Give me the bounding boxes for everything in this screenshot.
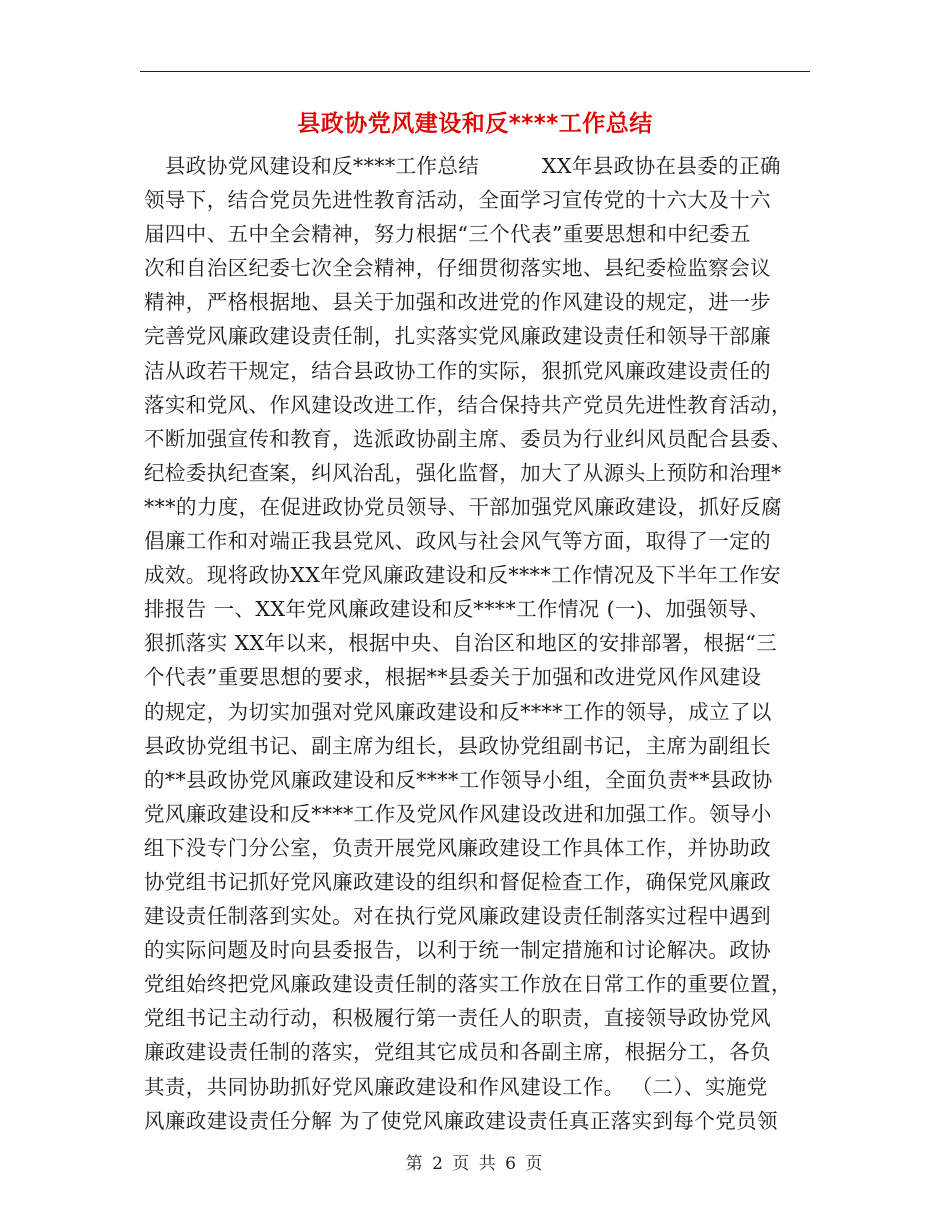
body-text-line: 精神，严格根据地、县关于加强和改进党的作风建设的规定，进一步 xyxy=(144,290,771,315)
body-text-line: 党组书记主动行动，积极履行第一责任人的职责，直接领导政协党风 xyxy=(144,1006,771,1031)
body-text-line: 洁从政若干规定，结合县政协工作的实际，狠抓党风廉政建设责任的 xyxy=(144,358,771,383)
body-text-line: 成效。现将政协XX年党风廉政建设和反****工作情况及下半年工作安 xyxy=(144,563,781,588)
body-text-line: 县政协党风建设和反****工作总结 XX年县政协在县委的正确 xyxy=(144,154,781,178)
body-text-line: 的实际问题及时向县委报告，以利于统一制定措施和讨论解决。政协 xyxy=(144,938,771,963)
body-text-line: 建设责任制落到实处。对在执行党风廉政建设责任制落实过程中遇到 xyxy=(144,904,771,929)
body-text-line: 其责，共同协助抓好党风廉政建设和作风建设工作。 （二）、实施党 xyxy=(144,1074,768,1099)
body-text-line: 县政协党组书记、副主席为组长，县政协党组副书记，主席为副组长 xyxy=(144,733,771,758)
body-text-line: 不断加强宣传和教育，选派政协副主席、委员为行业纠风员配合县委、 xyxy=(144,426,792,451)
body-text-line: 次和自治区纪委七次全会精神，仔细贯彻落实地、县纪委检监察会议 xyxy=(144,256,771,281)
body-text-line: 纪检委执纪查案，纠风治乱，强化监督，加大了从源头上预防和治理* xyxy=(144,460,782,485)
body-text-line: 倡廉工作和对端正我县党风、政风与社会风气等方面，取得了一定的 xyxy=(144,529,771,554)
body-text-line: 廉政建设责任制的落实，党组其它成员和各副主席，根据分工，各负 xyxy=(144,1040,771,1065)
body-text-line: 领导下，结合党员先进性教育活动，全面学习宣传党的十六大及十六 xyxy=(144,188,771,213)
body-text-line: 的**县政协党风廉政建设和反****工作领导小组，全面负责**县政协 xyxy=(144,767,773,792)
page-footer: 第 2 页 共 6 页 xyxy=(405,1154,545,1174)
body-text-line: 党组始终把党风廉政建设责任制的落实工作放在日常工作的重要位置， xyxy=(144,972,792,997)
body-text-line: 狠抓落实 XX年以来，根据中央、自治区和地区的安排部署，根据“三 xyxy=(144,631,777,656)
body-text-line: 风廉政建设责任分解 为了使党风廉政建设责任真正落实到每个党员领 xyxy=(144,1108,778,1133)
body-text-line: 协党组书记抓好党风廉政建设的组织和督促检查工作，确保党风廉政 xyxy=(144,869,771,894)
body-text-line: 完善党风廉政建设责任制，扎实落实党风廉政建设责任和领导干部廉 xyxy=(144,324,771,349)
body-text-line: 组下没专门分公室，负责开展党风廉政建设工作具体工作，并协助政 xyxy=(144,835,771,860)
document-title: 县政协党风建设和反****工作总结 xyxy=(297,111,653,137)
body-text-line: 个代表”重要思想的要求，根据**县委关于加强和改进党风作风建设 xyxy=(144,665,762,690)
body-text-line: 的规定，为切实加强对党风廉政建设和反****工作的领导，成立了以 xyxy=(144,699,772,724)
body-text-line: ***的力度，在促进政协党员领导、干部加强党风廉政建设，抓好反腐 xyxy=(144,494,783,519)
header-rule xyxy=(140,71,810,72)
body-text-line: 落实和党风、作风建设改进工作，结合保持共产党员先进性教育活动， xyxy=(144,392,792,417)
body-text-line: 排报告 一、XX年党风廉政建设和反****工作情况 (一)、加强领导、 xyxy=(144,597,770,622)
body-text-line: 届四中、五中全会精神，努力根据“三个代表”重要思想和中纪委五 xyxy=(144,222,751,247)
body-text-line: 党风廉政建设和反****工作及党风作风建设改进和加强工作。领导小 xyxy=(144,801,772,826)
document-body xyxy=(144,149,814,1138)
